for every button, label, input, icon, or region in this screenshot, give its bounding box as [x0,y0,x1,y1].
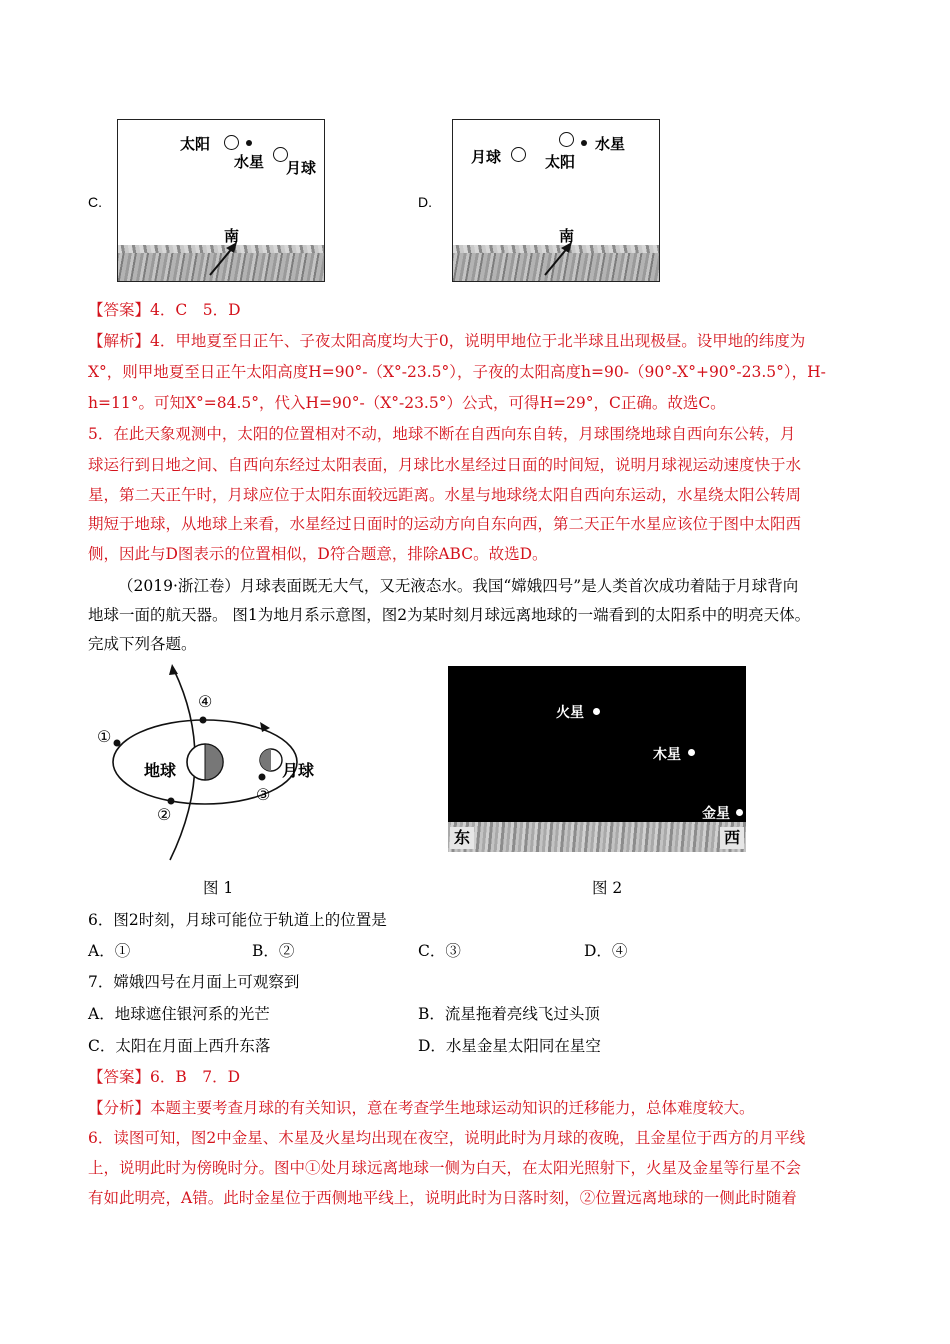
q7-option-c: C．太阳在月面上西升东落 [88,1037,271,1055]
position-3-label: ③ [256,785,271,804]
answer-tag: 【答案】 [88,1068,151,1086]
position-1-label: ① [97,727,112,746]
mercury-label: 水星 [595,135,626,153]
answer-4-5 [88,296,241,325]
answer-tag: 【答案】 [88,301,151,319]
position-2-label: ② [157,805,172,824]
analysis-line: h=11°。可知X°=84.5°，代入H=90°-（X°-23.5°）公式，可得H=29°，C正确。故选C。 [88,394,726,412]
moon-label: 月球 [282,761,315,780]
answer-6-7 [88,1063,240,1092]
jupiter-label: 木星 [653,747,681,763]
analysis-line: 期短于地球，从地球上来看，水星经过日面时的运动方向自东向西，第二天正午水星应该位于图中太阳西 [88,515,802,533]
figure-1-caption: 图 1 [203,879,234,897]
south-label: 南 [224,227,240,245]
south-label: 南 [559,227,575,245]
q7-option-b: B．流星拖着亮线飞过头顶 [418,1005,600,1023]
south-arrow-icon [453,120,659,281]
question-intro: （2019·浙江卷）月球表面既无大气，又无液态水。我国“嫦娥四号”是人类首次成功着陆于月球背向 [118,577,799,595]
q7-option-d: D．水星金星太阳同在星空 [418,1037,601,1055]
night-sky-figure [448,666,746,852]
option-d-label: D. [418,194,432,210]
analysis-tag: 【解析】 [88,332,151,350]
q6-option-c: C．③ [418,942,461,960]
mercury-label: 水星 [234,153,265,171]
explanation-line: 有如此明亮，A错。此时金星位于西侧地平线上，说明此时为日落时刻，②位置远离地球的一侧此时随着 [88,1189,797,1207]
question-6-stem: 6．图2时刻，月球可能位于轨道上的位置是 [88,911,387,929]
q6-option-a: A．① [88,942,131,960]
analysis-line: 【解析】4．甲地夏至日正午、子夜太阳高度均大于0，说明甲地位于北半球且出现极昼。设甲地的纬度为 [88,332,806,350]
analysis-line: 星，第二天正午时，月球应位于太阳东面较远距离。水星与地球绕太阳自西向东运动，水星绕太阳公转周 [88,486,802,504]
earth-label: 地球 [144,761,177,780]
question-7-stem: 7．嫦娥四号在月面上可观察到 [88,973,300,991]
sun-label: 太阳 [180,135,211,153]
analysis-text: 本题主要考查月球的有关知识，意在考查学生地球运动知识的迁移能力，总体难度较大。 [150,1099,755,1117]
explanation-line: 6．读图可知，图2中金星、木星及火星均出现在夜空，说明此时为月球的夜晚，且金星位于西方的月平线 [88,1129,806,1147]
figure-c [117,119,325,282]
mars-icon [593,708,600,715]
figure-2-caption: 图 2 [592,879,623,897]
q6-option-d: D．④ [584,942,628,960]
analysis-line: 5．在此天象观测中，太阳的位置相对不动，地球不断在自西向东自转，月球围绕地球自西向东公转，月 [88,425,796,443]
analysis-line: 侧，因此与D图表示的位置相似，D符合题意，排除ABC。故选D。 [88,545,548,563]
lunar-ground [448,822,746,852]
sun-label: 太阳 [545,153,576,171]
analysis-tag: 【分析】 [88,1099,151,1117]
moon-label: 月球 [286,159,317,177]
question-intro: 地球一面的航天器。 图1为地月系示意图，图2为某时刻月球远离地球的一端看到的太阳系中的明亮天体。 [88,606,811,624]
explanation-line: 上，说明此时为傍晚时分。图中①处月球远离地球一侧为白天，在太阳光照射下，火星及金星等行星不会 [88,1159,802,1177]
answer-text: 6．B 7．D [150,1068,241,1086]
answer-text: 4．C 5．D [150,301,241,319]
q7-option-a: A．地球遮住银河系的光芒 [88,1005,270,1023]
jupiter-icon [688,749,695,756]
venus-label: 金星 [702,806,730,822]
moon-label: 月球 [471,148,502,166]
venus-icon [736,809,743,816]
mars-label: 火星 [556,705,584,721]
option-c-label: C. [88,194,102,210]
q6-option-b: B．② [252,942,295,960]
west-label: 西 [720,827,744,849]
analysis-line: X°，则甲地夏至日正午太阳高度H=90°-（X°-23.5°），子夜的太阳高度h=90-（90°-X°+90°-23.5°），H- [88,363,826,381]
east-label: 东 [450,827,474,849]
position-4-label: ④ [198,692,213,711]
analysis-summary [88,1094,755,1123]
question-intro: 完成下列各题。 [88,635,197,653]
analysis-line: 球运行到日地之间、自西向东经过太阳表面，月球比水星经过日面的时间短，说明月球视运动速度快于水 [88,456,802,474]
south-arrow-icon [118,120,324,281]
figure-d [452,119,660,282]
